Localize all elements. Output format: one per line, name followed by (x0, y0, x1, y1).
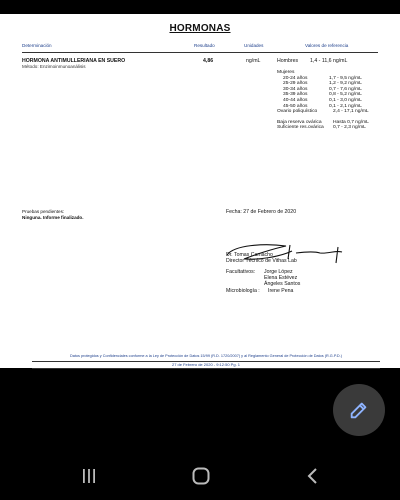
ref-mujeres-label: Mujeres (277, 70, 295, 75)
ref-range-row: 30-34 años 0,7 - 7,6 ng/mL (283, 86, 362, 92)
pending-label: Pruebas pendientes: (22, 209, 65, 214)
reference-values (277, 70, 387, 131)
home-icon (191, 466, 211, 486)
ref-hombres-value: 1,4 - 11,6 ng/mL (310, 58, 348, 64)
doctor-title: Director Técnico de Vithas Lab (226, 258, 297, 264)
ref-range-row: 40-44 años 0,1 - 3,0 ng/mL (283, 97, 362, 103)
footer-timestamp: 27 de Febrero de 2020 - 9:12:50 Pg. 1 (32, 361, 380, 369)
system-nav-bar (0, 455, 400, 497)
document-page (0, 14, 400, 368)
privacy-note: Datos protegidos y Confidenciales conforme a la Ley de Protección de Datos 15/99 (R.D. 1720/2007) y al Reglamento General de Protección de Datos (R.G.P.D.) (70, 354, 342, 358)
back-button[interactable] (293, 461, 333, 491)
pencil-icon (348, 399, 370, 421)
table-header (22, 43, 378, 53)
column-determinacion: Determinación (22, 43, 52, 48)
column-valores: Valores de referencia (305, 43, 349, 48)
test-result: 4,86 (203, 58, 214, 64)
microbiologia-name: Irene Pena (268, 288, 294, 294)
ref-baja-row: Baja reserva ovárica Hasta 0,7 ng/mL (277, 119, 369, 125)
ref-suficiente-row: Suficiente res.ovárica 0,7 - 2,3 ng/mL (277, 125, 366, 131)
microbiologia-label: Microbiología : (226, 288, 260, 294)
test-method: Método: Enzimoinmunoanálisis (22, 64, 86, 69)
home-button[interactable] (181, 461, 221, 491)
ref-range-row: 35-39 años 0,8 - 5,2 ng/mL (283, 92, 362, 98)
test-name: HORMONA ANTIMULLERIANA EN SUERO (22, 58, 126, 64)
recents-button[interactable] (69, 461, 109, 491)
facultativos-label: Facultativos: (226, 269, 256, 275)
column-unidades: Unidades (244, 43, 264, 48)
report-title: HORMONAS (169, 23, 231, 34)
recents-icon (81, 467, 97, 485)
facultativo-name: Elena Estévez (264, 275, 298, 281)
column-resultado: Resultado (194, 43, 215, 48)
report-date: Fecha: 27 de Febrero de 2020 (226, 209, 297, 215)
test-unit: ng/mL (246, 58, 261, 64)
pending-value: Ninguna. Informe finalizado. (22, 215, 84, 220)
ref-ovario-row: Ovario poliquístico 2,4 - 17,1 ng/mL (277, 109, 369, 115)
doctor-name: Dr. Tomas Camacho (226, 252, 273, 258)
facultativo-name: Ángeles Santos (264, 281, 301, 287)
ref-range-row: 45-50 años 0,1 - 2,1 ng/mL (283, 103, 362, 109)
ref-range-row: 25-29 años 1,2 - 9,2 ng/mL (283, 81, 362, 87)
back-icon (305, 466, 321, 486)
ref-hombres-label: Hombres (277, 58, 299, 64)
ref-range-row: 20-24 años 1,7 - 9,5 ng/mL (283, 75, 362, 81)
edit-button[interactable] (333, 384, 385, 436)
facultativo-name: Jorge López (264, 269, 293, 275)
